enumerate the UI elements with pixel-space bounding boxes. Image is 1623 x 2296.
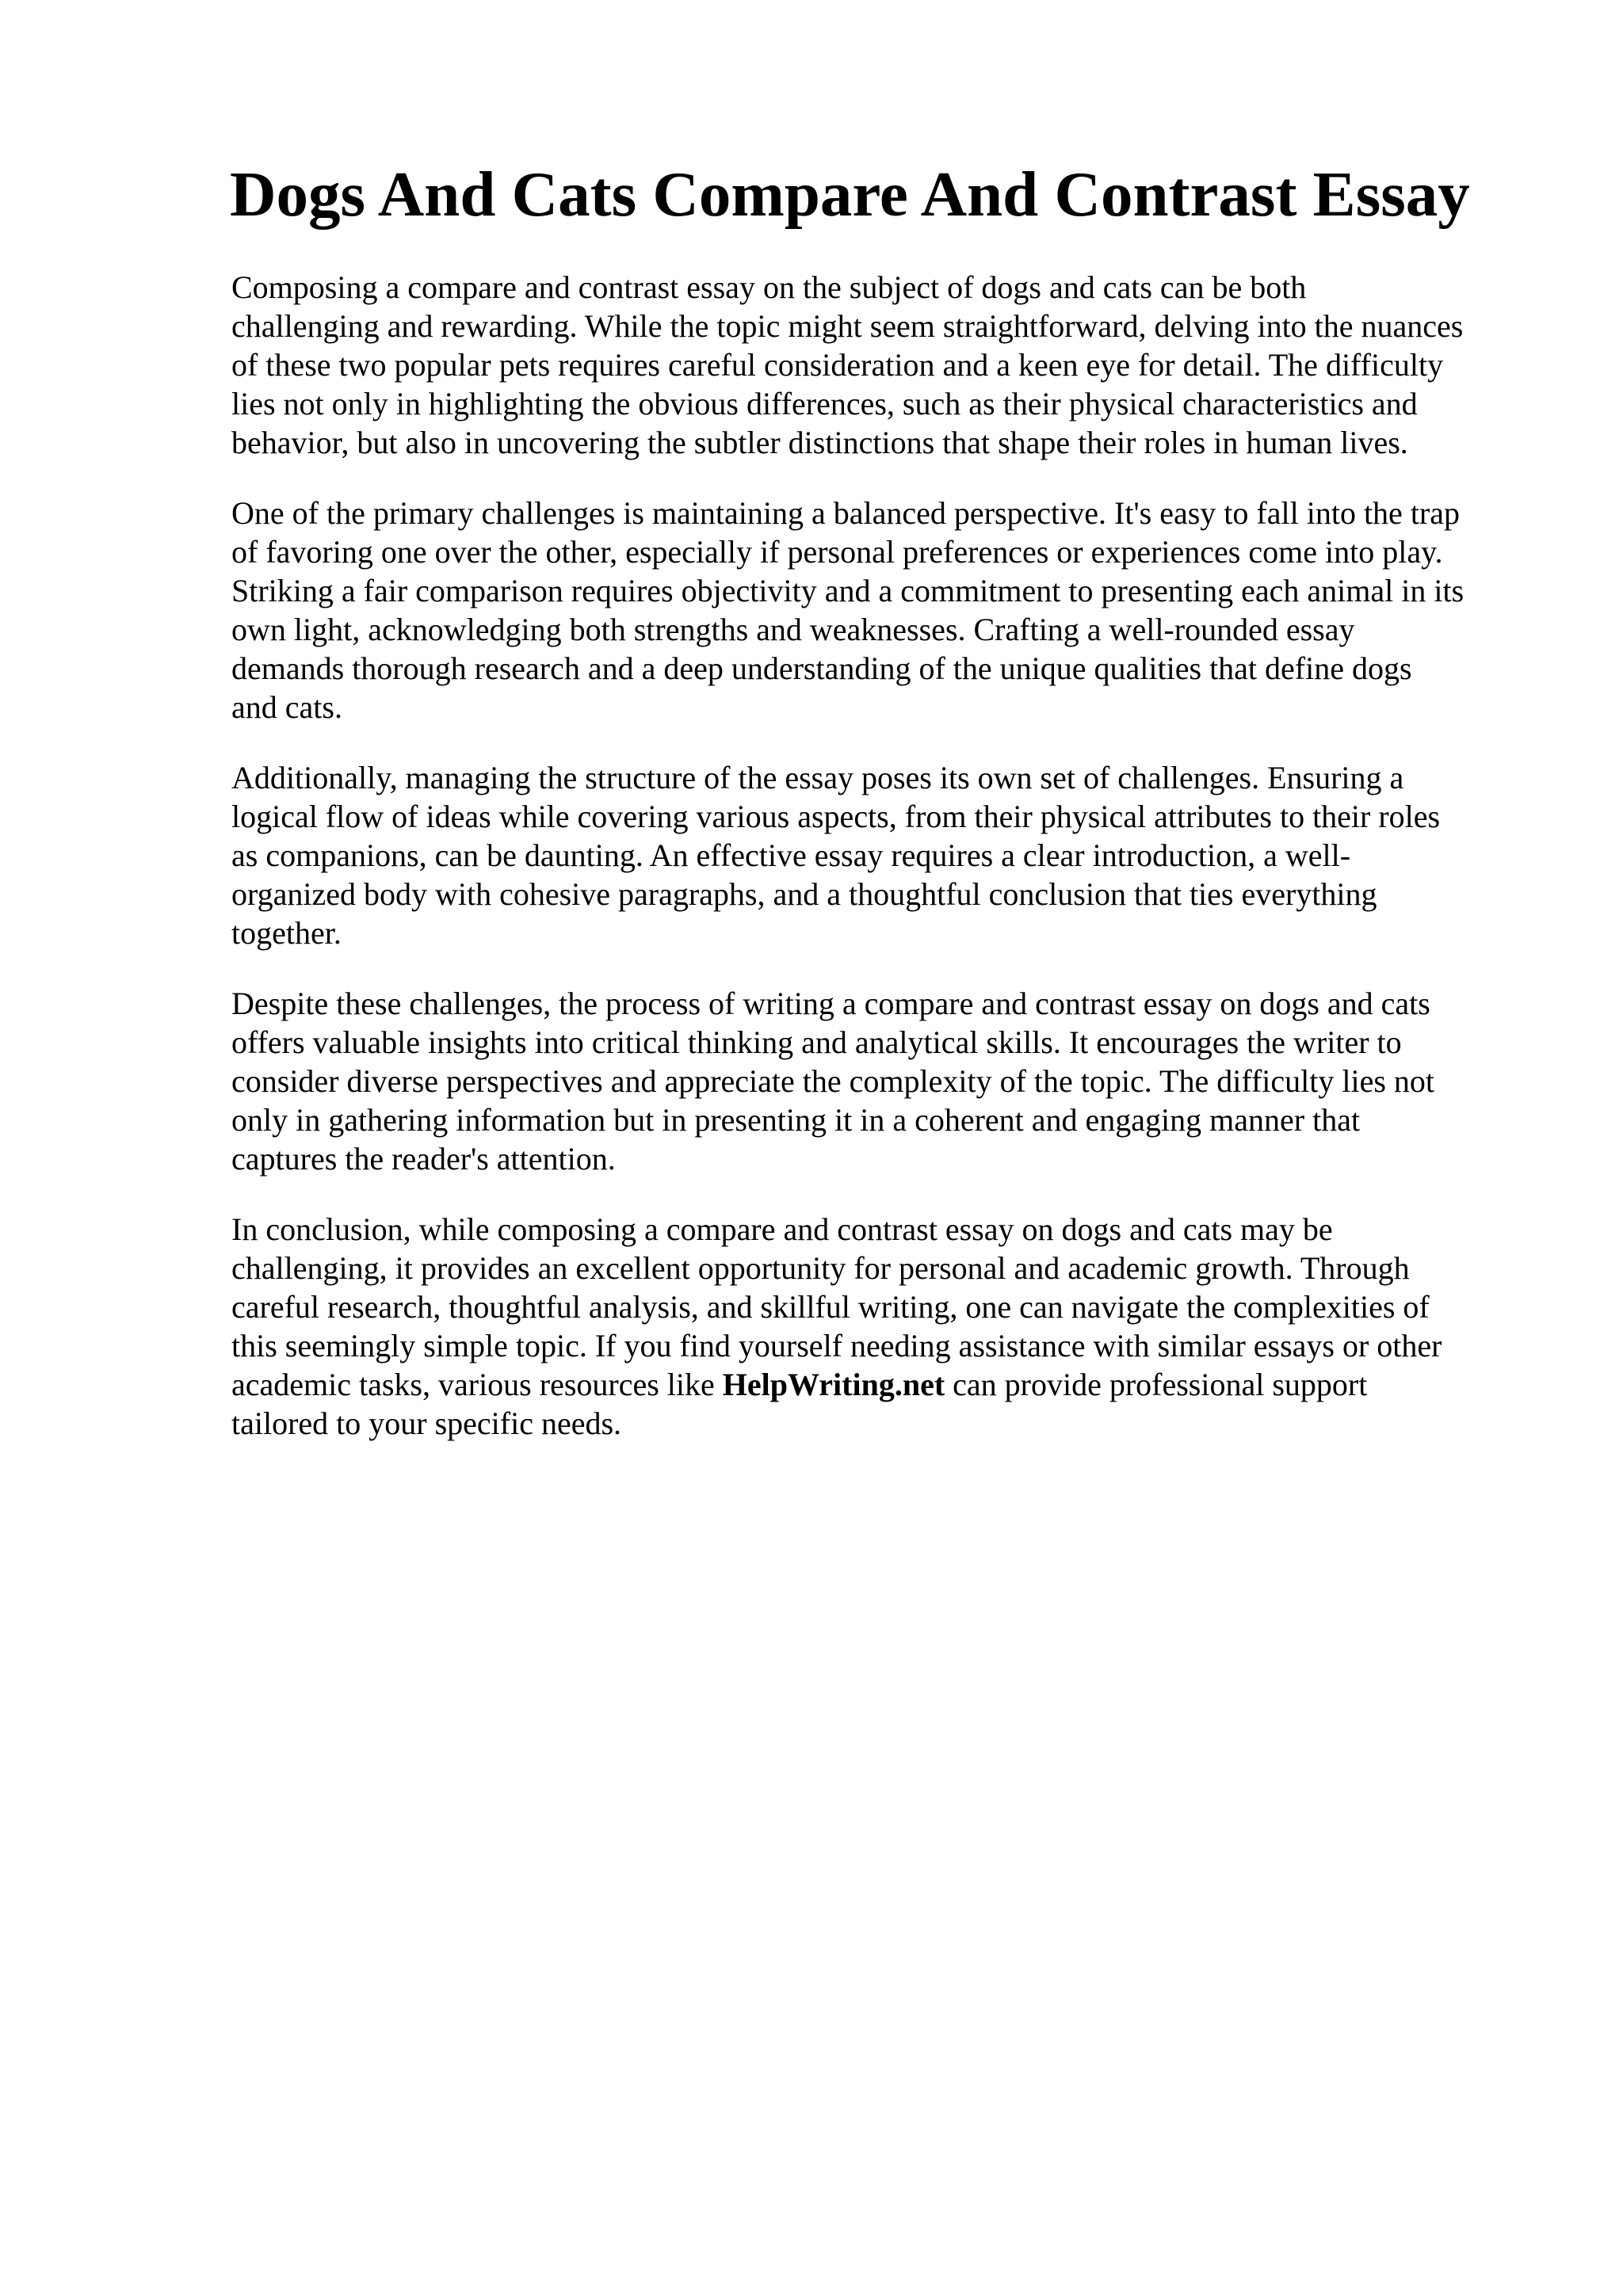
text-line: challenging and rewarding. While the topic might seem straightforward, delving into the nuances <box>231 308 1464 344</box>
text-line: logical flow of ideas while covering various aspects, from their physical attributes to their roles <box>231 799 1441 834</box>
text-line: own light, acknowledging both strengths and weaknesses. Crafting a well-rounded essay <box>231 612 1355 647</box>
paragraph-5 <box>231 1210 1531 1443</box>
paragraph-2 <box>231 494 1531 727</box>
text-line: of these two popular pets requires careful consideration and a keen eye for detail. The difficulty <box>231 347 1444 383</box>
text-line: as companions, can be daunting. An effective essay requires a clear introduction, a well- <box>231 837 1351 873</box>
text-line: One of the primary challenges is maintaining a balanced perspective. It's easy to fall into the trap <box>231 495 1460 531</box>
text-line: of favoring one over the other, especially if personal preferences or experiences come into play. <box>231 534 1443 570</box>
text-line: organized body with cohesive paragraphs, and a thoughtful conclusion that ties everything <box>231 876 1377 912</box>
text-line: and cats. <box>231 689 342 725</box>
paragraph-1 <box>231 268 1531 462</box>
text-line: In conclusion, while composing a compare and contrast essay on dogs and cats may be <box>231 1211 1333 1247</box>
text-line: only in gathering information but in presenting it in a coherent and engaging manner that <box>231 1102 1361 1138</box>
text-line: tailored to your specific needs. <box>231 1405 622 1441</box>
document-title: Dogs And Cats Compare And Contrast Essay <box>230 158 1470 230</box>
text-line: careful research, thoughtful analysis, and skillful writing, one can navigate the complexities of <box>231 1289 1430 1325</box>
text-line: Composing a compare and contrast essay on the subject of dogs and cats can be both <box>231 269 1307 305</box>
text-line: Additionally, managing the structure of the essay poses its own set of challenges. Ensuring a <box>231 760 1404 795</box>
text-line: captures the reader's attention. <box>231 1141 616 1177</box>
text-line-with-link <box>231 1365 1531 1404</box>
paragraph-3 <box>231 758 1531 952</box>
text-line: together. <box>231 915 342 951</box>
text-line: Striking a fair comparison requires objectivity and a commitment to presenting each animal in its <box>231 573 1465 608</box>
text-after-link: can provide professional support <box>945 1367 1368 1402</box>
paragraph-4 <box>231 984 1531 1178</box>
text-before-link: academic tasks, various resources like <box>231 1367 723 1402</box>
text-line: consider diverse perspectives and appreciate the complexity of the topic. The difficulty lies not <box>231 1063 1435 1099</box>
text-line: Despite these challenges, the process of writing a compare and contrast essay on dogs and cats <box>231 986 1430 1021</box>
text-line: offers valuable insights into critical thinking and analytical skills. It encourages the writer to <box>231 1024 1402 1060</box>
text-line: this seemingly simple topic. If you find yourself needing assistance with similar essays or other <box>231 1328 1442 1363</box>
text-line: demands thorough research and a deep understanding of the unique qualities that define dogs <box>231 650 1412 686</box>
document-body <box>231 268 1531 1474</box>
text-line: challenging, it provides an excellent opportunity for personal and academic growth. Through <box>231 1250 1410 1286</box>
helpwriting-link[interactable]: HelpWriting.net <box>722 1367 945 1402</box>
text-line: lies not only in highlighting the obvious differences, such as their physical characteristics and <box>231 386 1418 421</box>
text-line: behavior, but also in uncovering the subtler distinctions that shape their roles in human lives. <box>231 425 1408 460</box>
